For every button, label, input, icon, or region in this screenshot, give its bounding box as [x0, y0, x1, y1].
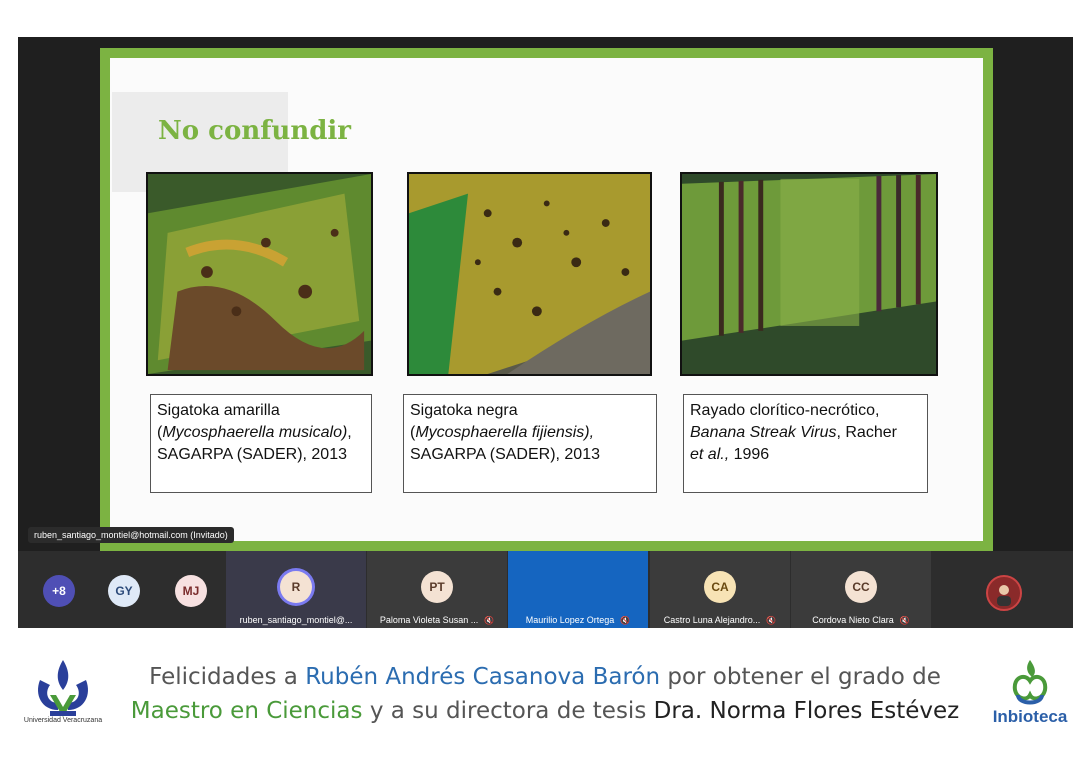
- meeting-window: [18, 37, 1073, 628]
- caption-reference: [690, 444, 921, 466]
- banner-text-1: Felicidades a: [149, 664, 306, 690]
- banner-line-2: [120, 694, 970, 728]
- graduate-name: Rubén Andrés Casanova Barón: [305, 664, 661, 690]
- speaker-name-tag: ruben_santiago_montiel@hotmail.com (Invitado): [28, 527, 234, 543]
- caption-source: , Racher: [836, 424, 897, 441]
- slide-title: No confundir: [158, 116, 351, 146]
- caption-name: Rayado clorítico-necrótico,: [690, 402, 880, 419]
- leaf-photo-sigatoka-negra: [407, 172, 652, 376]
- participant-tile-cordova[interactable]: [791, 551, 931, 628]
- avatar: CA: [704, 571, 736, 603]
- mic-muted-icon: 🔇: [620, 616, 631, 625]
- caption-year: 1996: [729, 446, 770, 463]
- participant-name: Castro Luna Alejandro...: [663, 615, 761, 625]
- participant-name: Cordova Nieto Clara: [812, 615, 894, 625]
- banner-text-2: por obtener el grado de: [660, 664, 941, 690]
- caption-rayado-cloritico: [683, 394, 928, 493]
- presentation-slide: [110, 58, 983, 541]
- shared-screen: [100, 48, 993, 551]
- mic-muted-icon: 🔇: [899, 616, 910, 625]
- caption-name: Sigatoka negra: [410, 402, 518, 419]
- caption-sigatoka-negra: [403, 394, 657, 493]
- caption-scientific: (Mycosphaerella musicalo), SAGARPA (SADER), 2013: [157, 424, 352, 463]
- universidad-veracruzana-label: Universidad Veracruzana: [23, 717, 103, 724]
- self-video-avatar[interactable]: [986, 575, 1022, 611]
- avatar: PT: [421, 571, 453, 603]
- participant-name-row: [791, 615, 931, 625]
- participant-tile-castro[interactable]: [650, 551, 790, 628]
- mic-muted-icon: 🔇: [766, 616, 777, 625]
- caption-scientific: (Mycosphaerella fijiensis),: [410, 424, 595, 441]
- participant-name-row: [650, 615, 790, 625]
- caption-latin: Mycosphaerella fijiensis),: [415, 424, 595, 441]
- participant-name-row: [508, 615, 648, 625]
- leaf-photo-rayado-cloritico: [680, 172, 938, 376]
- caption-source: , SAGARPA (SADER), 2013: [157, 424, 352, 463]
- caption-sigatoka-amarilla: [150, 394, 372, 493]
- more-participants-button[interactable]: +8: [43, 575, 75, 607]
- caption-latin-2: et al.,: [690, 446, 730, 463]
- participant-tile-maurilio[interactable]: [508, 551, 648, 628]
- participant-tile-paloma[interactable]: [367, 551, 507, 628]
- participant-name: Maurilio Lopez Ortega: [525, 615, 615, 625]
- banner-text-3: y a su directora de tesis: [362, 698, 654, 724]
- inbioteca-label: Inbioteca: [992, 707, 1068, 726]
- mic-muted-icon: 🔇: [484, 616, 495, 625]
- participant-bar: [18, 551, 1073, 628]
- caption-scientific: [690, 422, 921, 444]
- caption-latin: Mycosphaerella musicalo): [162, 424, 348, 441]
- participant-avatar-mj[interactable]: MJ: [175, 575, 207, 607]
- participant-avatar-gy[interactable]: GY: [108, 575, 140, 607]
- degree-name: Maestro en Ciencias: [130, 698, 363, 724]
- user-photo-icon: [991, 580, 1017, 606]
- participant-name-row: [367, 615, 507, 625]
- avatar: R: [280, 571, 312, 603]
- participant-name: Paloma Violeta Susan ...: [379, 615, 479, 625]
- director-name: Dra. Norma Flores Estévez: [653, 698, 960, 724]
- caption-source: SAGARPA (SADER), 2013: [410, 446, 600, 463]
- participant-name: ruben_santiago_montiel@...: [239, 615, 353, 625]
- banner-line-1: [120, 660, 970, 694]
- avatar: CC: [845, 571, 877, 603]
- caption-name: Sigatoka amarilla: [157, 402, 280, 419]
- caption-latin: Banana Streak Virus: [690, 424, 837, 441]
- congratulations-banner: [120, 660, 970, 728]
- participant-tile-ruben[interactable]: [226, 551, 366, 628]
- leaf-photo-sigatoka-amarilla: [146, 172, 373, 376]
